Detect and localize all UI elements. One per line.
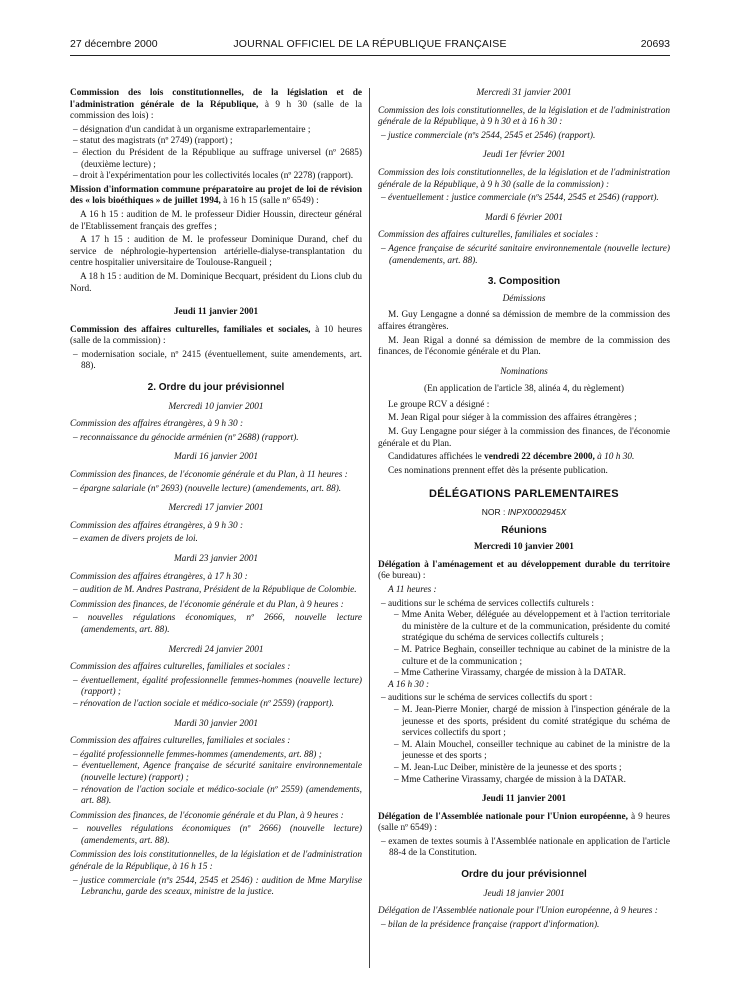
right-column: [378, 88, 670, 931]
date-heading: Mercredi 31 janvier 2001: [476, 88, 572, 98]
nomination-paragraph: Le groupe RCV a désigné :: [388, 399, 490, 410]
mission-entry: [70, 185, 362, 208]
section-heading-composition: 3. Composition: [487, 276, 561, 288]
list-item: – Mme Catherine Virassamy, chargée de mission à la DATAR.: [394, 668, 626, 679]
journal-title: JOURNAL OFFICIEL DE LA RÉPUBLIQUE FRANÇAISE: [233, 38, 507, 50]
nor-reference: [378, 507, 670, 519]
list-item: – élection du Président de la République au suffrage universel (nº 2685) (deuxième lecture) ;: [73, 147, 362, 170]
date-heading: Jeudi 18 janvier 2001: [483, 888, 565, 899]
mission-paragraph: A 16 h 15 : audition de M. le professeur Didier Houssin, directeur général de l'Etablissement français des greffes ;: [70, 209, 362, 232]
page-number: 20693: [640, 38, 670, 50]
date-heading: Jeudi 1er février 2001: [482, 150, 566, 161]
list-item: – M. Alain Mouchel, conseiller technique au cabinet de la ministre de la jeunesse et des sports ;: [394, 739, 670, 762]
list-item: – modernisation sociale, nº 2415 (éventuellement, suite amendements, art. 88).: [73, 349, 362, 372]
delegation-bureau: (6e bureau) :: [378, 571, 426, 582]
candidatures-line: [378, 452, 670, 464]
agenda-head: Commission des finances, de l'économie générale et du Plan, à 11 heures :: [70, 470, 348, 481]
date-heading: Mercredi 24 janvier 2001: [168, 644, 264, 655]
list-item: – M. Patrice Beghain, conseiller technique au cabinet de la ministre de la culture et de la communication ;: [394, 644, 670, 667]
column-divider: [369, 88, 370, 968]
agenda-head: Commission des affaires étrangères, à 9 h 30 :: [70, 419, 244, 430]
list-item: – épargne salariale (nº 2693) (nouvelle lecture) (amendements, art. 88).: [73, 483, 342, 494]
nor-label: NOR :: [481, 507, 506, 518]
subheading-ordre-du-jour: Ordre du jour prévisionnel: [461, 869, 587, 881]
agenda-head: Commission des affaires étrangères, à 9 h 30 :: [70, 520, 244, 531]
agenda-head: Commission des affaires culturelles, familiales et sociales :: [70, 662, 291, 673]
list-item: – statut des magistrats (nº 2749) (rapport) ;: [73, 136, 233, 147]
mission-paragraph: A 18 h 15 : audition de M. Dominique Becquart, président du Lions club du Nord.: [70, 271, 362, 294]
list-item: – éventuellement : justice commerciale (nºs 2544, 2545 et 2546) (rapport).: [381, 193, 659, 204]
list-item: – rénovation de l'action sociale et médico-sociale (nº 2559) (amendements, art. 88).: [73, 784, 362, 807]
list-item: – justice commerciale (nºs 2544, 2545 et 2546) (rapport).: [381, 130, 596, 141]
agenda-head: Commission des lois constitutionnelles, de la législation et de l'administration générale de la République, à 9 h 30 (salle de la commission) :: [378, 167, 670, 190]
time-label: A 11 heures :: [388, 585, 437, 595]
list-item: – bilan de la présidence française (rapport d'information).: [381, 919, 600, 930]
header-rule: [70, 55, 670, 56]
left-column: [70, 88, 362, 899]
header-date: 27 décembre 2000: [70, 38, 158, 50]
commission-lois-items: [70, 125, 362, 183]
effect-notice: Ces nominations prennent effet dès la présente publication.: [388, 465, 608, 476]
list-item: – audition de M. Andres Pastrana, Président de la République de Colombie.: [73, 585, 357, 596]
list-item: – reconnaissance du génocide arménien (nº 2688) (rapport).: [73, 432, 299, 443]
mission-title: Mission d'information commune préparatoire au projet de loi de révision des « lois bioéthiques » de juillet 1994,: [70, 184, 362, 207]
delegation-title: Délégation à l'aménagement et au développement durable du territoire: [378, 559, 670, 570]
agenda-head: Commission des affaires étrangères, à 17 h 30 :: [70, 571, 248, 582]
list-item: – M. Jean-Luc Deiber, ministère de la jeunesse et des sports ;: [394, 762, 622, 773]
page-header: [70, 38, 670, 52]
section-heading-ordre-du-jour: 2. Ordre du jour prévisionnel: [147, 382, 285, 394]
list-item: – droit à l'expérimentation pour les collectivités locales (nº 2278) (rapport).: [73, 171, 354, 182]
list-item: – examen de divers projets de loi.: [73, 534, 198, 545]
delegation-title: Délégation de l'Assemblée nationale pour l'Union européenne,: [378, 811, 628, 822]
date-heading: Jeudi 11 janvier 2001: [481, 794, 567, 805]
date-heading: Jeudi 11 janvier 2001: [173, 307, 259, 318]
list-item: – justice commerciale (nºs 2544, 2545 et 2546) : audition de Mme Marylise Lebranchu, garde des sceaux, ministre de la justice.: [73, 875, 362, 898]
list-item: – Agence française de sécurité sanitaire environnementale (nouvelle lecture) (amendements, art. 88).: [381, 243, 670, 266]
list-item: – rénovation de l'action sociale et médico-sociale (nº 2559) (rapport).: [73, 698, 334, 709]
list-item: – nouvelles régulations économiques, nº 2666, nouvelle lecture (amendements, art. 88).: [73, 613, 362, 635]
list-item: – examen de textes soumis à l'Assemblée nationale en application de l'article 88-4 de la Constitution.: [381, 836, 670, 859]
list-item: – auditions sur le schéma de services collectifs culturels :: [381, 598, 594, 609]
agenda-head: Commission des finances, de l'économie générale et du Plan, à 9 heures :: [70, 810, 344, 821]
mission-paragraph: A 17 h 15 : audition de M. le professeur Dominique Durand, chef du service de néphrologie-hypertension artérielle-dialyse-transplantation du centre hospitalier universitaire de Toulouse-Rangueil ;: [70, 235, 362, 269]
list-item: – désignation d'un candidat à un organisme extraparlementaire ;: [73, 124, 311, 135]
agenda-head: Commission des lois constitutionnelles, de la législation et de l'administration générale de la République, à 9 h 30 et à 16 h 30 :: [378, 105, 670, 128]
commission-time: à 10 heures (salle de la commission) :: [70, 324, 363, 347]
date-heading: Mercredi 10 janvier 2001: [168, 401, 264, 412]
nomination-paragraph: M. Guy Lengagne pour siéger à la commission des finances, de l'économie générale et du Plan.: [378, 427, 670, 449]
subheading-nominations: Nominations: [500, 366, 548, 377]
agenda-head: Commission des affaires culturelles, familiales et sociales :: [70, 736, 291, 747]
date-heading: Mardi 23 janvier 2001: [173, 554, 259, 564]
date-heading: Mercredi 17 janvier 2001: [168, 503, 264, 514]
agenda-head: Commission des finances, de l'économie générale et du Plan, à 9 heures :: [70, 599, 344, 610]
commission-lois-title: Commission des lois constitutionnelles, de la législation et de l'administration générale de la République,: [70, 88, 362, 110]
delegation-amenagement-entry: [378, 560, 670, 583]
time-label: A 16 h 30 :: [388, 679, 430, 690]
candidatures-prefix: Candidatures affichées le: [388, 452, 482, 463]
list-item: – Mme Anita Weber, déléguée au développement et à l'action territoriale du ministère de la culture et de la communication, présidente du comité stratégique du schéma de services collectifs culturels ;: [394, 610, 670, 644]
commission-lois-entry: [70, 88, 362, 123]
commission-lois-time: à 9 h 30 (salle de la commission des lois) :: [70, 99, 362, 122]
list-item: – M. Jean-Pierre Monier, chargé de mission à l'inspection générale de la jeunesse et des sports, président du comité stratégique du schéma de services collectifs du sport ;: [394, 704, 670, 739]
list-item: – égalité professionnelle femmes-hommes (amendements, art. 88) ;: [73, 749, 322, 760]
agenda-head: Délégation de l'Assemblée nationale pour l'Union européenne, à 9 heures :: [378, 906, 658, 917]
nor-value: INPX0002945X: [507, 507, 567, 518]
date-heading: Mardi 6 février 2001: [485, 212, 563, 223]
candidatures-time: à 10 h 30.: [597, 452, 635, 463]
demission-paragraph: M. Jean Rigal a donné sa démission de membre de la commission des finances, de l'économie générale et du Plan.: [378, 335, 670, 358]
date-heading: Mercredi 10 janvier 2001: [474, 542, 574, 553]
list-item: – auditions sur le schéma de services collectifs du sport :: [381, 693, 593, 704]
subheading-reunions: Réunions: [501, 524, 547, 536]
agenda-head: Commission des affaires culturelles, familiales et sociales :: [378, 230, 599, 241]
agenda-head: Commission des lois constitutionnelles, de la législation et de l'administration générale de la République, à 16 h 15 :: [70, 850, 362, 873]
candidatures-date: vendredi 22 décembre 2000,: [484, 452, 595, 463]
list-item: – Mme Catherine Virassamy, chargée de mission à la DATAR.: [394, 774, 626, 785]
date-heading: Mardi 16 janvier 2001: [173, 452, 259, 463]
demission-paragraph: M. Guy Lengagne a donné sa démission de membre de la commission des affaires étrangères.: [378, 310, 670, 332]
section-heading-delegations: DÉLÉGATIONS PARLEMENTAIRES: [429, 488, 619, 501]
date-heading: Mardi 30 janvier 2001: [173, 718, 259, 729]
nominations-reference: (En application de l'article 38, alinéa 4, du règlement): [424, 384, 624, 395]
list-item: – nouvelles régulations économiques (nº 2666) (nouvelle lecture) (amendements, art. 88).: [73, 824, 362, 846]
delegation-eu-entry: [378, 812, 670, 835]
list-item: – éventuellement, égalité professionnelle femmes-hommes (nouvelle lecture) (rapport) ;: [73, 675, 362, 698]
list-item: – éventuellement, Agence française de sécurité sanitaire environnementale (nouvelle lecture) (rapport) ;: [73, 761, 362, 783]
delegation-time: à 9 heures (salle nº 6549) :: [378, 811, 671, 834]
nomination-paragraph: M. Jean Rigal pour siéger à la commission des affaires étrangères ;: [388, 413, 637, 424]
commission-title: Commission des affaires culturelles, familiales et sociales,: [70, 324, 311, 335]
subheading-demissions: Démissions: [502, 293, 546, 304]
commission-culturelles-entry: [70, 325, 362, 348]
mission-time: à 16 h 15 (salle nº 6549) :: [223, 196, 319, 207]
